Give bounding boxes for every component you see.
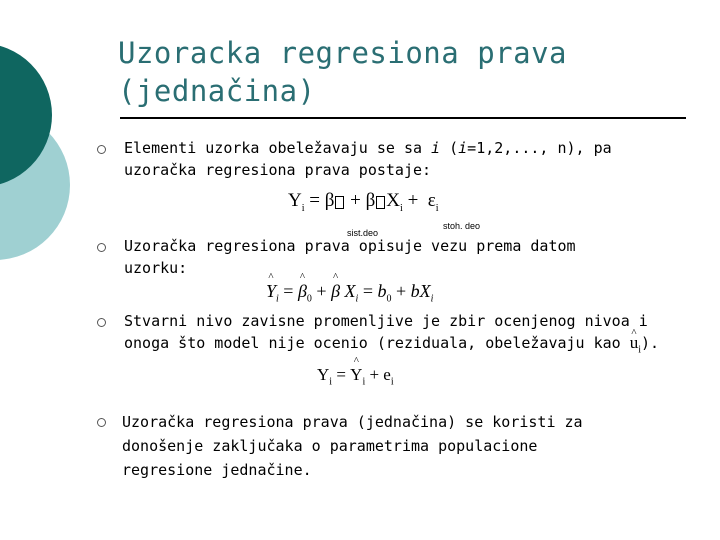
bullet-2-line-1: Uzoračka regresiona prava opisuje vezu prema datom bbox=[124, 237, 576, 255]
formula-actual-value: $Y_i$ = ^ $Y_i + e_i$ bbox=[317, 365, 394, 387]
bullet-3-line-2b: ). bbox=[641, 334, 660, 352]
bullet-3-line-2a: onoga što model nije ocenio (reziduala, obeležavaju kao bbox=[124, 334, 630, 352]
bullet-1-text bbox=[124, 137, 612, 181]
bullet-3-line-1: Stvarni nivo zavisne promenljive je zbir ocenjenog nivoa i bbox=[124, 312, 648, 330]
bullet-2-text bbox=[124, 235, 576, 279]
title-line-2: (jednačina) bbox=[118, 74, 316, 108]
bullet-1-var-i: i bbox=[431, 139, 441, 157]
bullet-1-line-1c: =1,2,..., n), pa bbox=[467, 139, 612, 157]
bullet-2-line-2: uzorku: bbox=[124, 259, 188, 277]
bullet-4-text bbox=[122, 410, 583, 482]
residual-symbol: ^ $u_i$ bbox=[630, 333, 641, 352]
ring-bullet-icon bbox=[97, 145, 106, 154]
ring-bullet-icon bbox=[97, 318, 106, 327]
label-stochastic-part: stoh. deo bbox=[443, 221, 481, 231]
label-systematic-part: sist.deo bbox=[347, 228, 379, 238]
title-underline bbox=[120, 117, 686, 119]
ring-bullet-icon bbox=[97, 418, 106, 427]
bullet-1-line-2: uzoračka regresiona prava postaje: bbox=[124, 161, 432, 179]
bullet-3-text bbox=[124, 310, 659, 361]
bullet-1-var-i2: i bbox=[458, 139, 468, 157]
decorative-circles bbox=[0, 0, 90, 300]
bullet-4-line-3: regresione jednačine. bbox=[122, 461, 312, 479]
bullet-4-line-2: donošenje zaključaka o parametrima populacione bbox=[122, 437, 538, 455]
formula-sample-regression-line: $Y_i = \beta + \beta$ $X_i + \varepsilon_i$ bbox=[288, 190, 439, 214]
formula-estimated-line: ^ $Y_i$ = ^ $\beta_0$ + ^ β $X_i = b_0 + bX_i$ bbox=[266, 281, 433, 305]
bullet-1-line-1b: ( bbox=[440, 139, 459, 157]
title-line-1: Uzoracka regresiona prava bbox=[118, 36, 567, 70]
bullet-1-line-1a: Elementi uzorka obeležavaju se sa bbox=[124, 139, 432, 157]
slide-title bbox=[118, 34, 678, 110]
bullet-4-line-1: Uzoračka regresiona prava (jednačina) se koristi za bbox=[122, 413, 583, 431]
ring-bullet-icon bbox=[97, 243, 106, 252]
